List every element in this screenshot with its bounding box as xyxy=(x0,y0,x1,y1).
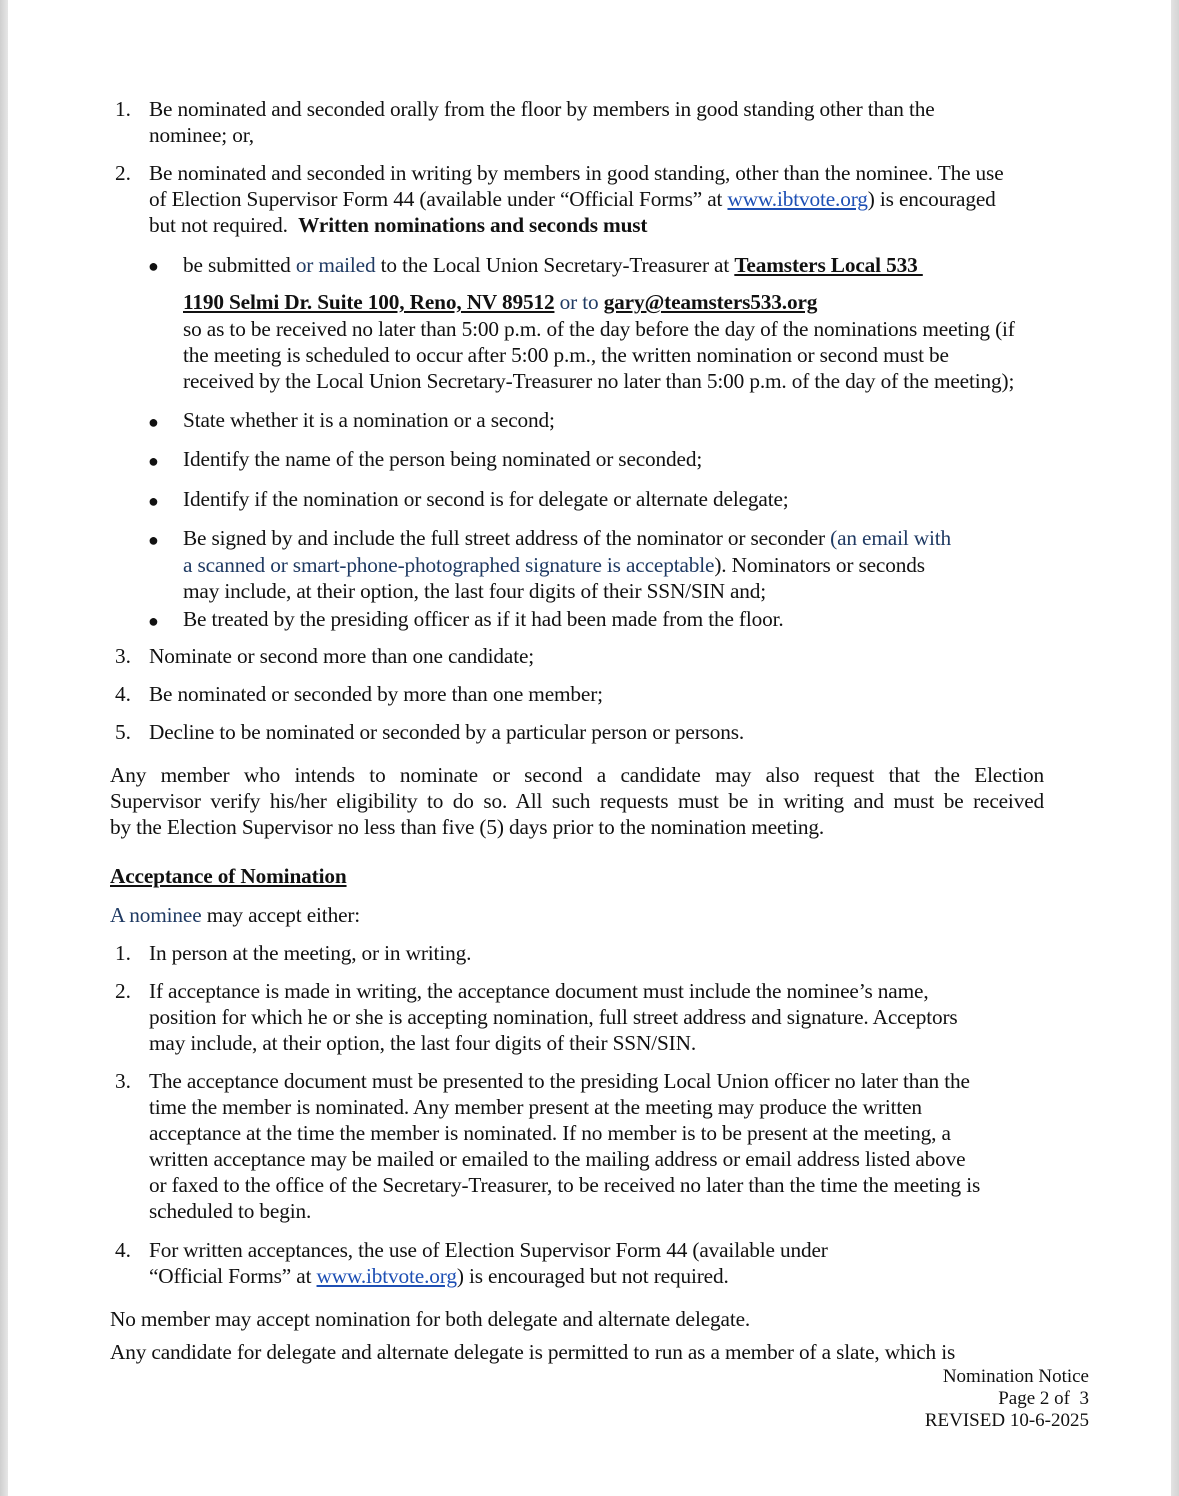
email-link[interactable]: gary@teamsters533.org xyxy=(603,290,818,314)
bullet-text xyxy=(183,525,951,551)
paragraph-line xyxy=(110,902,360,928)
footer-title: Nomination Notice xyxy=(942,1366,1089,1387)
address-line1: Teamsters Local 533 xyxy=(734,253,923,277)
text-segment: “Official Forms” at xyxy=(149,1264,317,1288)
text-segment: Be signed by and include the full street address of the nominator or seconder xyxy=(183,526,831,550)
list-item-text: For written acceptances, the use of Election Supervisor Form 44 (available under xyxy=(149,1238,828,1262)
list-item-text: acceptance at the time the member is nominated. If no member is to be present at the meeting, a xyxy=(149,1121,951,1145)
bullet-text: may include, at their option, the last four digits of their SSN/SIN and; xyxy=(183,579,767,603)
bullet-icon: ● xyxy=(148,256,159,276)
list-item-text xyxy=(149,212,647,238)
list-number: 1. xyxy=(115,941,131,965)
bullet-icon: ● xyxy=(148,451,159,471)
list-item-text: In person at the meeting, or in writing. xyxy=(149,941,472,965)
list-item-text: The acceptance document must be presented to the presiding Local Union officer no later than the xyxy=(149,1069,970,1093)
page-edge-right xyxy=(1171,0,1179,1496)
list-number: 5. xyxy=(115,720,131,744)
blue-text: or mailed xyxy=(295,253,376,277)
bullet-text: Identify the name of the person being nominated or seconded; xyxy=(183,447,703,471)
text-segment: be submitted xyxy=(183,253,296,277)
list-item-text: or faxed to the office of the Secretary-Treasurer, to be received no later than the time the meeting is xyxy=(149,1173,981,1197)
list-item-text: time the member is nominated. Any member present at the meeting may produce the written xyxy=(149,1095,922,1119)
list-item-text xyxy=(149,1263,729,1289)
text-segment: ) is encouraged xyxy=(867,187,996,211)
bullet-text xyxy=(183,289,817,315)
footer-revised-date: REVISED 10-6-2025 xyxy=(924,1410,1089,1431)
bullet-text: Be treated by the presiding officer as if it had been made from the floor. xyxy=(183,607,784,631)
paragraph-line: Any member who intends to nominate or second a candidate may also request that the Election xyxy=(110,763,1044,787)
blue-text: a scanned or smart-phone-photographed signature is acceptable xyxy=(183,553,715,577)
list-item-text: position for which he or she is accepting nomination, full street address and signature. Acceptors xyxy=(149,1005,958,1029)
page-edge-left xyxy=(0,0,8,1496)
list-item-text: written acceptance may be mailed or emailed to the mailing address or email address listed above xyxy=(149,1147,966,1171)
paragraph-line: Any candidate for delegate and alternate delegate is permitted to run as a member of a slate, which is xyxy=(110,1340,956,1364)
section-heading: Acceptance of Nomination xyxy=(110,864,347,888)
bold-text: Written nominations and seconds must xyxy=(298,213,648,237)
list-number: 3. xyxy=(115,1069,131,1093)
text-segment: of Election Supervisor Form 44 (available under “Official Forms” at xyxy=(149,187,728,211)
ibtvote-link[interactable]: www.ibtvote.org xyxy=(727,187,868,211)
address-line2: 1190 Selmi Dr. Suite 100, Reno, NV 89512 xyxy=(183,290,555,314)
text-segment: ) is encouraged but not required. xyxy=(456,1264,729,1288)
bullet-text xyxy=(183,252,923,278)
bullet-text xyxy=(183,552,925,578)
text-segment: ). Nominators or seconds xyxy=(714,553,925,577)
bullet-text: Identify if the nomination or second is for delegate or alternate delegate; xyxy=(183,487,789,511)
bullet-text: the meeting is scheduled to occur after 5:00 p.m., the written nomination or second must be xyxy=(183,343,949,367)
blue-text: A nominee xyxy=(110,903,202,927)
bullet-icon: ● xyxy=(148,491,159,511)
list-item-text: Nominate or second more than one candidate; xyxy=(149,644,535,668)
list-item-text: may include, at their option, the last four digits of their SSN/SIN. xyxy=(149,1031,696,1055)
bullet-text: State whether it is a nomination or a second; xyxy=(183,408,555,432)
paragraph-line: by the Election Supervisor no less than five (5) days prior to the nomination meeting. xyxy=(110,815,825,839)
list-item-text: Decline to be nominated or seconded by a particular person or persons. xyxy=(149,720,745,744)
paragraph-line: Supervisor verify his/her eligibility to do so. All such requests must be in writing and must be received xyxy=(110,789,1044,813)
bullet-icon: ● xyxy=(148,611,159,631)
bullet-text: received by the Local Union Secretary-Treasurer no later than 5:00 p.m. of the day of the meeting); xyxy=(183,369,1015,393)
list-number: 3. xyxy=(115,644,131,668)
list-item-text xyxy=(149,186,996,212)
list-number: 2. xyxy=(115,979,131,1003)
list-item-text: scheduled to begin. xyxy=(149,1199,312,1223)
blue-text: (an email with xyxy=(830,526,952,550)
text-segment: or to xyxy=(554,290,604,314)
list-item-text: nominee; or, xyxy=(149,123,254,147)
list-item-text: Be nominated and seconded orally from the floor by members in good standing other than the xyxy=(149,97,935,121)
text-segment: may accept either: xyxy=(201,903,361,927)
bullet-text: so as to be received no later than 5:00 p.m. of the day before the day of the nominations meeting (if xyxy=(183,317,1015,341)
text-segment: but not required. xyxy=(149,213,299,237)
list-number: 4. xyxy=(115,682,131,706)
footer-page-number: Page 2 of 3 xyxy=(998,1388,1089,1409)
list-number: 1. xyxy=(115,97,131,121)
list-number: 2. xyxy=(115,161,131,185)
list-item-text: Be nominated or seconded by more than one member; xyxy=(149,682,603,706)
list-item-text: If acceptance is made in writing, the acceptance document must include the nominee’s name, xyxy=(149,979,929,1003)
bullet-icon: ● xyxy=(148,412,159,432)
paragraph-line: No member may accept nomination for both delegate and alternate delegate. xyxy=(110,1307,751,1331)
text-segment: to the Local Union Secretary-Treasurer at xyxy=(375,253,735,277)
list-number: 4. xyxy=(115,1238,131,1262)
ibtvote-link[interactable]: www.ibtvote.org xyxy=(316,1264,457,1288)
bullet-icon: ● xyxy=(148,530,159,550)
list-item-text: Be nominated and seconded in writing by members in good standing, other than the nominee. The use xyxy=(149,161,1004,185)
